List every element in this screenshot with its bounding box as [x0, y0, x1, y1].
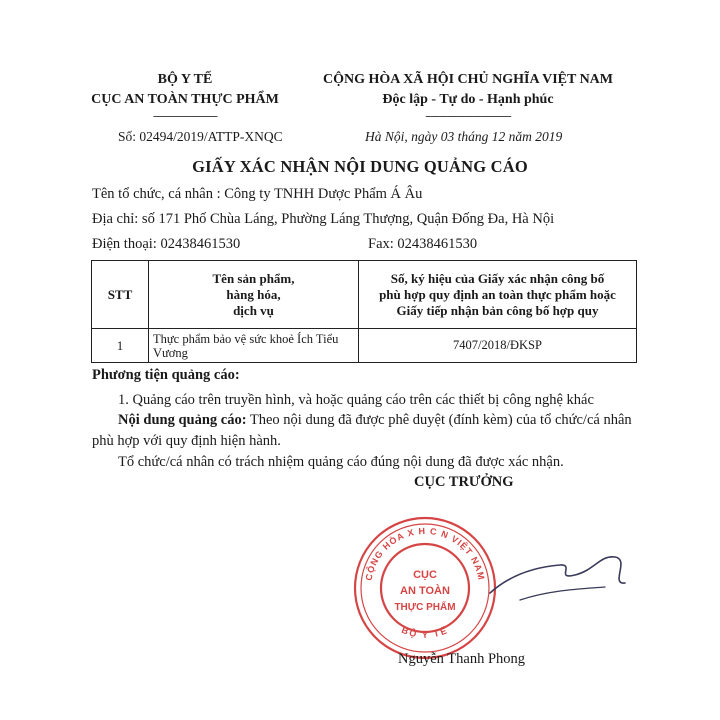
- row-stt: 1: [92, 329, 149, 363]
- issuer-block: [80, 70, 290, 122]
- svg-text:BỘ Y TẾ: [400, 625, 450, 640]
- issue-date: Hà Nội, ngày 03 tháng 12 năm 2019: [365, 129, 563, 144]
- stamp-outer-top-text: CỘNG HÒA X H C N VIỆT NAM: [363, 525, 487, 582]
- fax-line: Fax: 02438461530: [368, 236, 478, 252]
- country-name: CỘNG HÒA XÃ HỘI CHỦ NGHĨA VIỆT NAM: [322, 72, 613, 87]
- header-product-name-line2: hàng hóa,: [226, 286, 281, 302]
- document-title: GIẤY XÁC NHẬN NỘI DUNG QUẢNG CÁO: [192, 157, 528, 176]
- stamp-center-line2: AN TOÀN: [400, 585, 450, 597]
- agency-name: CỤC AN TOÀN THỰC PHẨM: [91, 92, 279, 107]
- content-label: Nội dung quảng cáo:: [118, 412, 247, 428]
- ministry-name: BỘ Y TẾ: [157, 72, 213, 87]
- header-certificate-line3: Giấy tiếp nhận bản công bố hợp quy: [396, 302, 599, 318]
- issuer-divider: ------------------------: [153, 110, 217, 122]
- signature-strokes: [480, 545, 650, 605]
- national-motto-block: [318, 70, 618, 122]
- motto: Độc lập - Tự do - Hạnh phúc: [382, 92, 554, 107]
- header-certificate-line1: Số, ký hiệu của Giấy xác nhận công bố: [390, 270, 605, 286]
- product-table: [91, 260, 637, 363]
- signer-name: Nguyễn Thanh Phong: [398, 651, 526, 667]
- header-product-name: [149, 261, 359, 329]
- motto-divider: --------------------------------: [425, 110, 511, 122]
- phone-line: Điện thoại: 02438461530: [92, 236, 241, 252]
- signer-title: CỤC TRƯỞNG: [414, 474, 514, 490]
- table-row: [92, 329, 637, 363]
- row-certificate-number: 7407/2018/ĐKSP: [359, 329, 637, 363]
- header-certificate: [359, 261, 637, 329]
- row-product-name: Thực phẩm bảo vệ sức khoẻ Ích Tiểu Vương: [149, 329, 359, 363]
- header-certificate-line2: phù hợp quy định an toàn thực phẩm hoặc: [379, 286, 616, 302]
- media-item: 1. Quảng cáo trên truyền hình, và hoặc quảng cáo trên các thiết bị công nghệ khác: [118, 392, 594, 408]
- header-stt: STT: [92, 261, 149, 329]
- stamp-center-line1: CỤC: [413, 569, 437, 581]
- responsibility-line: Tổ chức/cá nhân có trách nhiệm quảng cáo đúng nội dung đã được xác nhận.: [118, 454, 564, 470]
- organization-line: Tên tổ chức, cá nhân : Công ty TNHH Dược Phẩm Á Âu: [92, 186, 423, 202]
- media-heading: Phương tiện quảng cáo:: [92, 367, 240, 383]
- table-header-row: [92, 261, 637, 329]
- content-text: Theo nội dung đã được phê duyệt (đính kèm) của tổ chức/cá nhân phù hợp với quy định hiện hành.: [92, 412, 632, 449]
- address-line: Địa chỉ: số 171 Phố Chùa Láng, Phường Láng Thượng, Quận Đống Đa, Hà Nội: [92, 211, 555, 227]
- header-product-name-line1: Tên sản phẩm,: [212, 270, 295, 286]
- stamp-center-line3: THỰC PHẨM: [394, 602, 456, 613]
- document-number: Số: 02494/2019/ATTP-XNQC: [118, 129, 283, 144]
- handwritten-signature: [480, 545, 650, 605]
- content-paragraph: [92, 410, 652, 452]
- header-product-name-line3: dịch vụ: [233, 302, 274, 318]
- stamp-outer-bottom-text: BỘ Y TẾ: [400, 624, 450, 640]
